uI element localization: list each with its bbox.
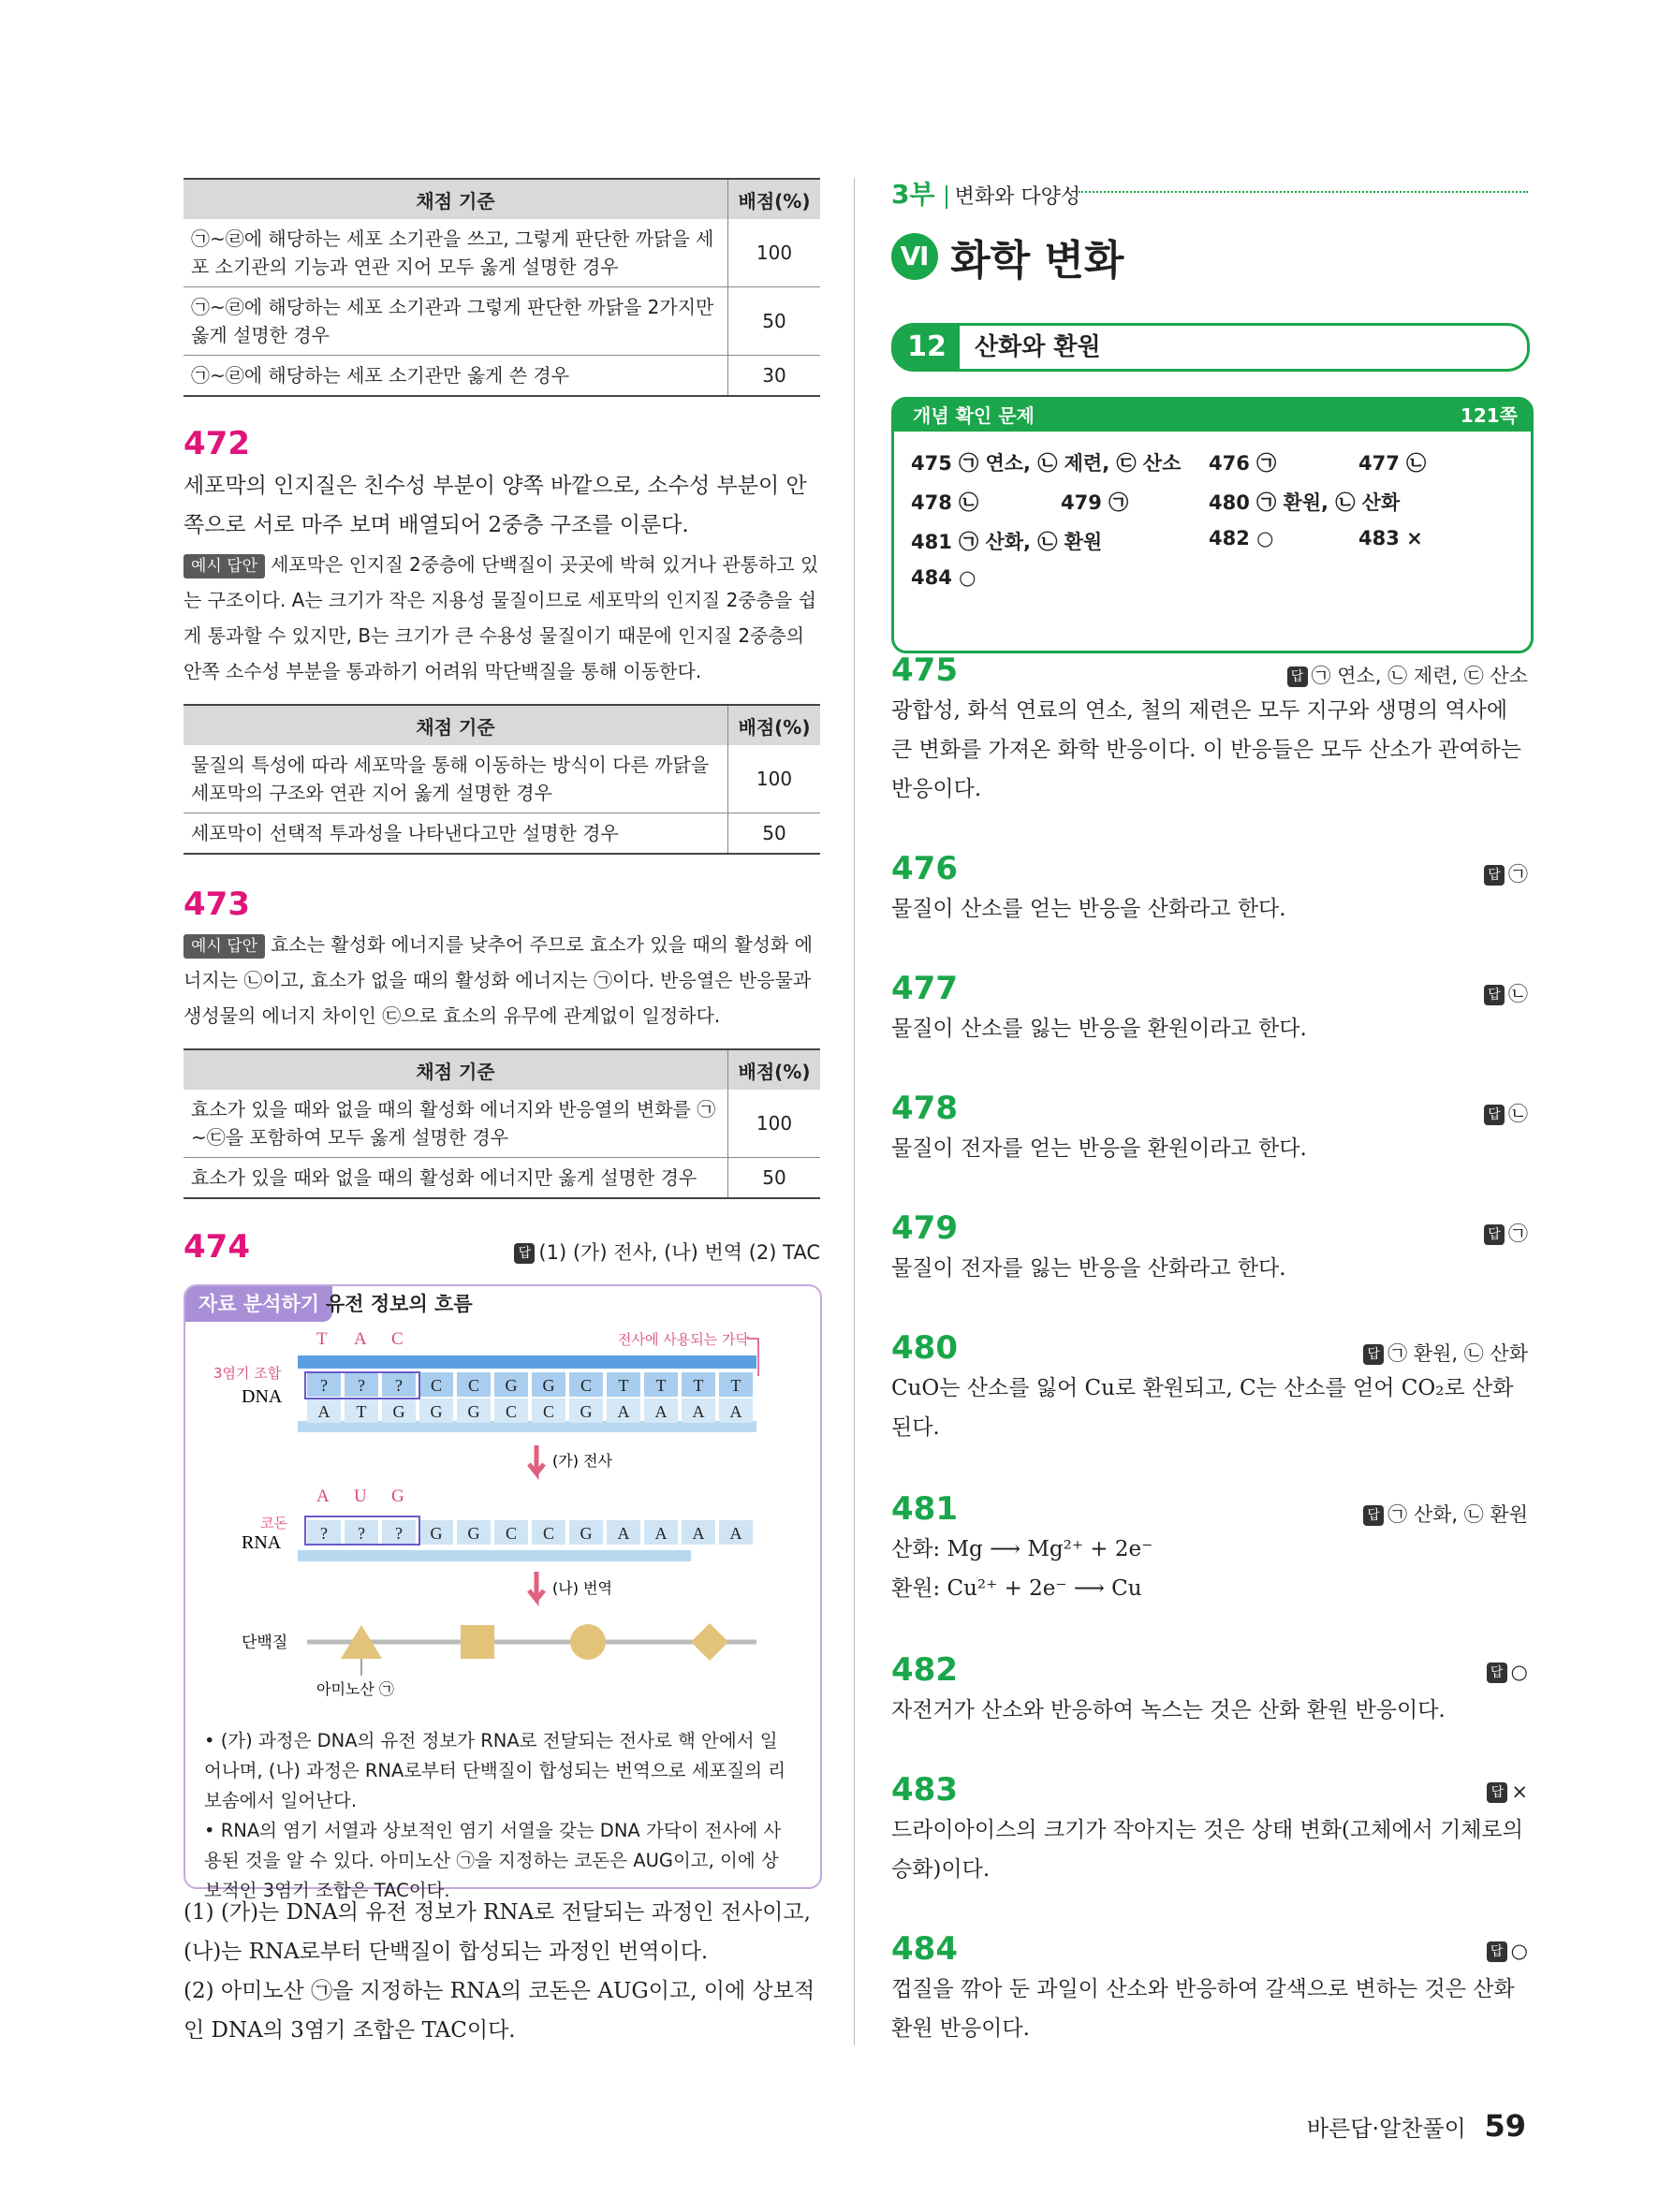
answer-478: 답 ㉡ bbox=[1484, 1099, 1528, 1127]
dna-top-base-letter: ? bbox=[320, 1376, 328, 1395]
column-divider bbox=[854, 178, 855, 2045]
data-analysis-box bbox=[184, 1284, 822, 1901]
dna-bottom-base-letter: G bbox=[467, 1402, 480, 1421]
dna-top-base-letter: C bbox=[430, 1376, 443, 1395]
explanation-478: 물질이 전자를 얻는 반응을 환원이라고 한다. bbox=[891, 1136, 1307, 1161]
transcription-arrow bbox=[529, 1445, 544, 1473]
translation-arrow bbox=[529, 1572, 544, 1600]
dna-top-bases bbox=[307, 1372, 753, 1397]
analysis-bullet-1: • (가) 과정은 DNA의 유전 정보가 RNA로 전달되는 전사로 핵 안에서 일어나며, (나) 과정은 RNA로부터 단백질이 합성되는 번역으로 세포질의 리보솜에서 일어난다. bbox=[204, 1730, 786, 1811]
concept-check-box bbox=[891, 397, 1534, 653]
rna-base-letter: A bbox=[729, 1524, 742, 1543]
dna-top-base-letter: ? bbox=[395, 1376, 403, 1395]
question-number-472: 472 bbox=[184, 425, 250, 462]
table-row: 효소가 있을 때와 없을 때의 활성화 에너지만 옳게 설명한 경우 50 bbox=[184, 1158, 820, 1199]
tac-label-t: T bbox=[316, 1329, 328, 1349]
question-number-478: 478 bbox=[891, 1090, 958, 1127]
footer-label: 바른답·알찬풀이 bbox=[1306, 2116, 1466, 2142]
chapter-number: Ⅵ bbox=[891, 233, 938, 280]
table-header: 채점 기준 bbox=[184, 179, 728, 219]
rna-base-letter: A bbox=[617, 1524, 630, 1543]
dna-bottom-base-letter: C bbox=[505, 1402, 518, 1421]
answer-482: 답 ○ bbox=[1487, 1661, 1528, 1683]
answer-icon: 답 bbox=[514, 1243, 535, 1264]
explanation-484: 껍질을 깎아 둔 과일이 산소와 반응하여 갈색으로 변하는 것은 산화 환원 반응이다. bbox=[891, 1977, 1515, 2041]
question-number-482: 482 bbox=[891, 1651, 958, 1689]
rna-base-letter: ? bbox=[395, 1524, 403, 1543]
table-row: ㉠~㉣에 해당하는 세포 소기관을 쓰고, 그렇게 판단한 까닭을 세포 소기관의 기능과 연관 지어 모두 옳게 설명한 경우 100 bbox=[184, 219, 820, 287]
equation-481-reduction: 환원: Cu²⁺ + 2e⁻ ⟶ Cu bbox=[891, 1576, 1142, 1601]
amino-acid-circle bbox=[570, 1624, 606, 1660]
explanation-476: 물질이 산소를 얻는 반응을 산화라고 한다. bbox=[891, 897, 1286, 921]
dna-bottom-base-letter: G bbox=[580, 1402, 593, 1421]
dna-bottom-base-letter: A bbox=[654, 1402, 668, 1421]
unit-number: 12 bbox=[894, 326, 960, 369]
dna-top-base-letter: G bbox=[542, 1376, 555, 1395]
amino-acid-diamond bbox=[691, 1623, 728, 1661]
concept-item: 477 ㉡ bbox=[1358, 452, 1427, 475]
explanation-480: CuO는 산소를 잃어 Cu로 환원되고, C는 산소를 얻어 CO₂로 산화된다. bbox=[891, 1376, 1514, 1440]
dna-bottom-base-letter: G bbox=[392, 1402, 405, 1421]
explanation-483: 드라이아이스의 크기가 작아지는 것은 상태 변화(고체에서 기체로의 승화)이다. bbox=[891, 1818, 1523, 1882]
question-number-480: 480 bbox=[891, 1329, 958, 1367]
table-row: ㉠~㉣에 해당하는 세포 소기관과 그렇게 판단한 까닭을 2가지만 옳게 설명한 경우 50 bbox=[184, 287, 820, 356]
page-number: 59 bbox=[1484, 2108, 1526, 2144]
tac-label-a: A bbox=[354, 1329, 367, 1349]
scoring-table-473: 채점 기준 배점(%) 효소가 있을 때와 없을 때의 활성화 에너지와 반응열의 변화를 ㉠~㉢을 포함하여 모두 옳게 설명한 경우 100 효소가 있을 때와 없을 때의 활성화 에너지만 옳게 설명한 경우 50 bbox=[184, 1048, 820, 1199]
gene-expression-diagram bbox=[185, 1324, 820, 1717]
concept-item: 483 × bbox=[1358, 527, 1423, 549]
dna-bottom-base-letter: T bbox=[356, 1402, 367, 1421]
concept-item: 475 ㉠ 연소, ㉡ 제련, ㉢ 산소 bbox=[911, 452, 1182, 475]
triplet-label: 3염기 조합 bbox=[213, 1365, 282, 1382]
unit-title: 산화와 환원 bbox=[975, 333, 1101, 361]
step2-label: (나) 번역 bbox=[552, 1579, 612, 1597]
rna-base-letter: A bbox=[692, 1524, 705, 1543]
concept-item: 476 ㉠ bbox=[1209, 452, 1277, 475]
dna-bottom-base-letter: A bbox=[317, 1402, 330, 1421]
dna-top-base-letter: C bbox=[467, 1376, 480, 1395]
example-answer-473: 예시 답안 효소는 활성화 에너지를 낮추어 주므로 효소가 있을 때의 활성화 에너지는 ㉡이고, 효소가 없을 때의 활성화 에너지는 ㉠이다. 반응열은 반응물과 생성물의 에너지 차이인 ㉢으로 효소의 유무에 관계없이 일정하다. bbox=[184, 933, 813, 1027]
rna-base-letter: G bbox=[467, 1524, 480, 1543]
explanation-472: 세포막의 인지질은 친수성 부분이 양쪽 바깥으로, 소수성 부분이 안쪽으로 서로 마주 보며 배열되어 2중층 구조를 이룬다. bbox=[184, 474, 807, 537]
aug-label-u: U bbox=[354, 1487, 367, 1506]
part-title: 변화와 다양성 bbox=[946, 185, 1081, 209]
dna-top-base-letter: T bbox=[618, 1376, 629, 1395]
dna-top-backbone bbox=[298, 1355, 756, 1369]
equation-481-oxidation: 산화: Mg ⟶ Mg²⁺ + 2e⁻ bbox=[891, 1537, 1153, 1561]
example-answer-badge: 예시 답안 bbox=[184, 554, 265, 579]
dna-label: DNA bbox=[242, 1386, 283, 1407]
dna-bottom-base-letter: A bbox=[692, 1402, 705, 1421]
analysis-bullet-2: • RNA의 염기 서열과 상보적인 염기 서열을 갖는 DNA 가닥이 전사에 사용된 것을 알 수 있다. 아미노산 ㉠을 지정하는 코돈은 AUG이고, 이에 상보적인 3염기 조합은 TAC이다. bbox=[204, 1820, 782, 1901]
answer-480: 답 ㉠ 환원, ㉡ 산화 bbox=[1363, 1339, 1528, 1367]
rna-base-letter: ? bbox=[358, 1524, 365, 1543]
dna-bottom-base-letter: G bbox=[430, 1402, 443, 1421]
rna-base-letter: ? bbox=[320, 1524, 328, 1543]
answer-477: 답 ㉡ bbox=[1484, 979, 1528, 1007]
part-number: 3부 bbox=[891, 179, 935, 210]
step1-label: (가) 전사 bbox=[552, 1452, 612, 1470]
protein-label: 단백질 bbox=[242, 1633, 288, 1652]
concept-item: 482 ○ bbox=[1209, 527, 1274, 549]
question-number-483: 483 bbox=[891, 1771, 958, 1809]
rna-base-letter: C bbox=[542, 1524, 555, 1543]
concept-item: 481 ㉠ 산화, ㉡ 환원 bbox=[911, 531, 1103, 553]
question-number-477: 477 bbox=[891, 970, 958, 1007]
answer-484: 답 ○ bbox=[1487, 1940, 1528, 1962]
table-row: 효소가 있을 때와 없을 때의 활성화 에너지와 반응열의 변화를 ㉠~㉢을 포함하여 모두 옳게 설명한 경우 100 bbox=[184, 1090, 820, 1158]
unit-bar bbox=[891, 323, 1530, 372]
answer-483: 답 × bbox=[1487, 1780, 1528, 1803]
page-footer bbox=[1307, 2108, 1526, 2144]
scoring-table-471 bbox=[184, 178, 820, 397]
answer-475: 답 ㉠ 연소, ㉡ 제련, ㉢ 산소 bbox=[1287, 661, 1528, 689]
question-number-479: 479 bbox=[891, 1209, 958, 1247]
amino-acid-label: 아미노산 ㉠ bbox=[316, 1680, 394, 1698]
concept-item: 484 ○ bbox=[911, 566, 976, 589]
answer-479: 답 ㉠ bbox=[1484, 1219, 1528, 1247]
dna-top-base-letter: G bbox=[505, 1376, 518, 1395]
rna-base-letter: G bbox=[580, 1524, 593, 1543]
chapter-heading bbox=[891, 227, 1123, 286]
codon-label: 코돈 bbox=[260, 1515, 287, 1531]
dna-bottom-bases bbox=[307, 1399, 753, 1423]
section-header bbox=[891, 174, 1528, 212]
explanation-479: 물질이 전자를 잃는 반응을 산화라고 한다. bbox=[891, 1256, 1286, 1281]
section-rule bbox=[1079, 191, 1528, 193]
aug-label-g: G bbox=[391, 1487, 404, 1506]
chapter-title: 화학 변화 bbox=[950, 237, 1124, 285]
table-row: 세포막이 선택적 투과성을 나타낸다고만 설명한 경우 50 bbox=[184, 813, 820, 855]
rna-base-letter: G bbox=[430, 1524, 443, 1543]
question-number-476: 476 bbox=[891, 850, 958, 887]
explanation-474-2: (2) 아미노산 ㉠을 지정하는 RNA의 코돈은 AUG이고, 이에 상보적인 DNA의 3염기 조합은 TAC이다. bbox=[184, 1979, 815, 2043]
concept-item: 478 ㉡ bbox=[911, 491, 979, 514]
template-strand-label: 전사에 사용되는 가닥 bbox=[618, 1331, 749, 1348]
dna-bottom-base-letter: C bbox=[542, 1402, 555, 1421]
rna-backbone bbox=[298, 1550, 691, 1561]
answer-474: 답 (1) (가) 전사, (나) 번역 (2) TAC bbox=[514, 1238, 820, 1266]
question-number-481: 481 bbox=[891, 1490, 958, 1528]
question-number-474: 474 bbox=[184, 1228, 250, 1266]
concept-item: 480 ㉠ 환원, ㉡ 산화 bbox=[1209, 491, 1401, 514]
scoring-table-472: 채점 기준 배점(%) 물질의 특성에 따라 세포막을 통해 이동하는 방식이 다른 까닭을 세포막의 구조와 연관 지어 옳게 설명한 경우 100 세포막이 선택적 투과성을 나타낸다고만 설명한 경우 50 bbox=[184, 704, 820, 855]
question-number-475: 475 bbox=[891, 652, 958, 689]
rna-base-letter: A bbox=[654, 1524, 668, 1543]
explanation-477: 물질이 산소를 잃는 반응을 환원이라고 한다. bbox=[891, 1017, 1307, 1041]
question-number-484: 484 bbox=[891, 1930, 958, 1968]
concept-head: 개념 확인 문제 bbox=[913, 404, 1035, 427]
question-number-473: 473 bbox=[184, 886, 250, 923]
dna-top-base-letter: ? bbox=[358, 1376, 365, 1395]
rna-base-letter: C bbox=[505, 1524, 518, 1543]
figure-title: 유전 정보의 흐름 bbox=[326, 1293, 473, 1315]
table-header: 배점(%) bbox=[728, 179, 821, 219]
concept-page: 121쪽 bbox=[1460, 404, 1518, 427]
dna-top-base-letter: T bbox=[693, 1376, 704, 1395]
rna-bases bbox=[307, 1520, 753, 1545]
dna-top-base-letter: T bbox=[655, 1376, 667, 1395]
amino-acid-square bbox=[461, 1625, 494, 1659]
explanation-482: 자전거가 산소와 반응하여 녹스는 것은 산화 환원 반응이다. bbox=[891, 1698, 1446, 1722]
table-row: 물질의 특성에 따라 세포막을 통해 이동하는 방식이 다른 까닭을 세포막의 구조와 연관 지어 옳게 설명한 경우 100 bbox=[184, 745, 820, 813]
dna-top-base-letter: T bbox=[730, 1376, 741, 1395]
table-row: ㉠~㉣에 해당하는 세포 소기관만 옳게 쓴 경우 30 bbox=[184, 356, 820, 397]
answer-476: 답 ㉠ bbox=[1484, 859, 1528, 887]
example-answer-472: 예시 답안 세포막은 인지질 2중층에 단백질이 곳곳에 박혀 있거나 관통하고 있는 구조이다. A는 크기가 작은 지용성 물질이므로 세포막의 인지질 2중층을 쉽게 통과할 수 있지만, B는 크기가 큰 수용성 물질이기 때문에 인지질 2중층의 안쪽 소수성 부분을 통과하기 어려워 막단백질을 통해 이동한다. bbox=[184, 553, 819, 682]
data-analysis-tag: 자료 분석하기 bbox=[185, 1286, 332, 1322]
aug-label-a: A bbox=[316, 1487, 330, 1506]
dna-bottom-base-letter: A bbox=[729, 1402, 742, 1421]
rna-label: RNA bbox=[242, 1532, 282, 1553]
answer-481: 답 ㉠ 산화, ㉡ 환원 bbox=[1363, 1500, 1528, 1528]
dna-top-base-letter: C bbox=[580, 1376, 593, 1395]
dna-bottom-base-letter: A bbox=[617, 1402, 630, 1421]
explanation-475: 광합성, 화석 연료의 연소, 철의 제련은 모두 지구와 생명의 역사에 큰 변화를 가져온 화학 반응이다. 이 반응들은 모두 산소가 관여하는 반응이다. bbox=[891, 698, 1521, 801]
concept-item: 479 ㉠ bbox=[1061, 491, 1129, 514]
tac-label-c: C bbox=[391, 1329, 404, 1349]
explanation-474-1: (1) (가)는 DNA의 유전 정보가 RNA로 전달되는 과정인 전사이고, (나)는 RNA로부터 단백질이 합성되는 과정인 번역이다. bbox=[184, 1900, 811, 1964]
